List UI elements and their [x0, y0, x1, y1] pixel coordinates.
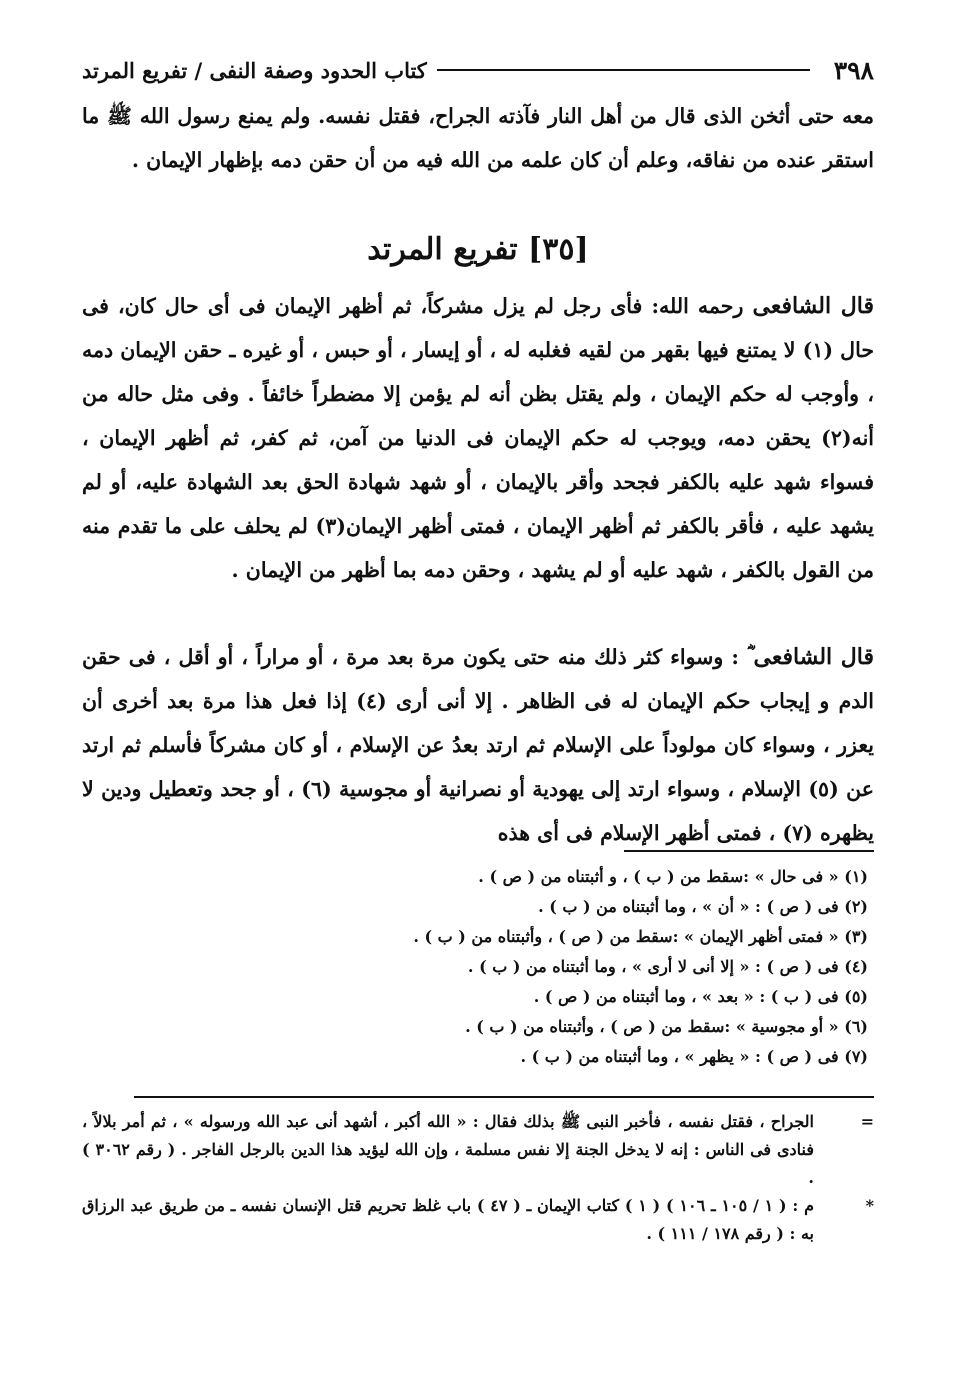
paragraph-2 — [82, 635, 874, 855]
hadith-note — [82, 1108, 874, 1192]
paragraph-text: : وسواء كثر ذلك منه حتى يكون مرة بعد مرة ، أو مراراً ، أو أقل ، فى حقن الدم و إيجاب حكم الإيمان له فى الظاهر . إلا أنى أرى (٤) إذا فعل هذا مرة بعد أخرى أن يعزر ، وسواء كان مولوداً على الإسلام ثم ارتد بعدُ عن الإسلام ، أو كان مشركاً فأسلم ثم ارتد عن (٥) الإسلام ، وسواء ارتد إلى يهودية أو نصرانية أو مجوسية (٦) ، أو جحد وتعطيل ودين لا يظهره (٧) ، فمتى أظهر الإسلام فى أى هذه — [82, 645, 874, 845]
hadith-notes — [82, 1108, 874, 1248]
intro-paragraph — [82, 94, 874, 182]
paragraph-text: رحمه الله: فأى رجل لم يزل مشركاً، ثم أظهر الإيمان فى أى حال كان، فى حال (١) لا يمتنع فيها بقهر من لقيه فغلبه له ، أو إيسار ، أو حبس ، أو غيره ـ حقن الإيمان دمه ، وأوجب له حكم الإيمان ، ولم يقتل بظن أنه لم يؤمن إلا مضطراً خائفاً . وفى مثل حاله من أنه(٢) يحقن دمه، ويوجب له حكم الإيمان فى الدنيا من آمن، ثم كفر، ثم أظهر الإيمان ، فسواء شهد عليه بالكفر فجحد وأقر بالإيمان ، أو شهد شهادة الحق بعد الشهادة عليه، أو لم يشهد عليه ، فأقر بالكفر ثم أظهر الإيمان ، فمتى أظهر الإيمان(٣) لم يحلف على ما تقدم منه من القول بالكفر ، شهد عليه أو لم يشهد ، وحقن دمه بما أظهر من الإيمان . — [82, 294, 875, 582]
footnote: (٢) فى ( ص ) : « أن » ، وما أثبتناه من ( ب ) . — [538, 897, 868, 916]
footnote: (٥) فى ( ب ) : « بعد » ، وما أثبتناه من ( ص ) . — [533, 987, 868, 1006]
notes-separator — [134, 1096, 874, 1098]
footnote: (٧) فى ( ص ) : « يظهر » ، وما أثبتناه من ( ب ) . — [520, 1047, 868, 1066]
footnote: (٦) « أو مجوسية » :سقط من ( ص ) ، وأثبتناه من ( ب ) . — [465, 1017, 868, 1036]
hadith-note-text: م : ( ١ / ١٠٥ ـ ١٠٦ ) ( ١ ) كتاب الإيمان ـ ( ٤٧ ) باب غلظ تحريم قتل الإنسان نفسه ـ من طريق عبد الرزاق به : ( رقم ١٧٨ / ١١١ ) . — [82, 1196, 815, 1243]
hadith-note — [82, 1192, 874, 1248]
header-rule — [437, 69, 810, 71]
footnotes — [82, 862, 874, 1072]
running-title: كتاب الحدود وصفة النفى / تفريع المرتد — [82, 57, 427, 83]
footnote: (١) « فى حال » :سقط من ( ب ) ، و أثبتناه من ( ص ) . — [478, 867, 868, 886]
footnote: (٤) فى ( ص ) : « إلا أنى لا أرى » ، وما أثبتناه من ( ب ) . — [467, 957, 868, 976]
speaker-label: قال الشافعى — [752, 293, 874, 319]
page-header — [82, 52, 874, 88]
footnote-separator — [624, 850, 874, 852]
continuation-mark: = — [860, 1112, 874, 1131]
intro-text: معه حتى أثخن الذى قال من أهل النار فآذته الجراح، فقتل نفسه. ولم يمنع رسول الله ﷺ ما استقر عنده من نفاقه، وعلم أن كان علمه من الله فيه من أن حقن دمه بإظهار الإيمان . — [82, 104, 874, 172]
page-number: ٣٩٨ — [833, 55, 874, 85]
star-mark: * — [865, 1196, 874, 1215]
section-title: [٣٥] تفريع المرتد — [367, 232, 589, 267]
footnote: (٣) « فمتى أظهر الإيمان » :سقط من ( ص ) ، وأثبتناه من ( ب ) . — [413, 927, 868, 946]
paragraph-1 — [82, 284, 874, 592]
speaker-label: قال الشافعى ؓ — [747, 644, 874, 670]
hadith-note-text: الجراح ، فقتل نفسه ، فأخبر النبى ﷺ بذلك فقال : « الله أكبر ، أشهد أنى عبد الله ورسوله » ، ثم أمر بلالاً ، فنادى فى الناس : إنه لا يدخل الجنة إلا نفس مسلمة ، وإن الله ليؤيد هذا الدين بالرجل الفاجر . ( رقم ٣٠٦٢ ) . — [82, 1112, 815, 1187]
